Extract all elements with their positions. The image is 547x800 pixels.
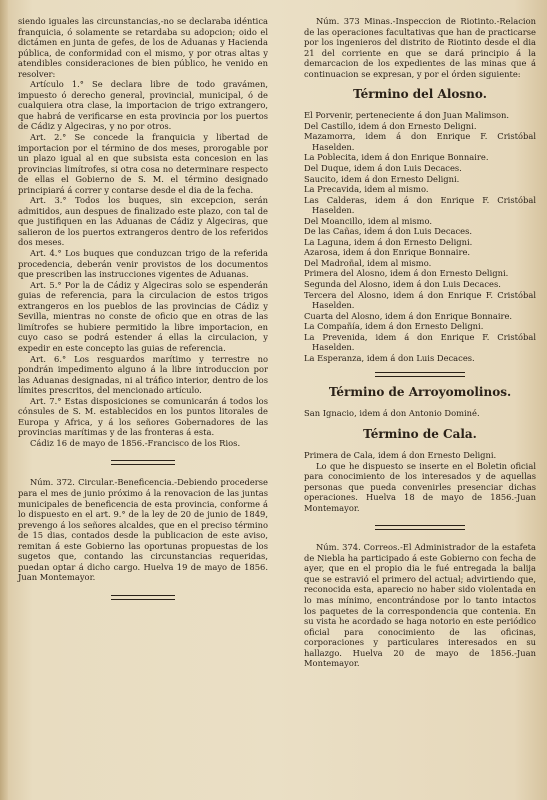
- paragraph-intro: siendo iguales las circunstancias,-no se declaraba idéntica franquicia, ó solamente se retardaba su adopcion; oido el dictámen en junta de gefes, de los de Aduanas y Hacienda pública, de conformidad con el mismo, y por otras altas y atendibles consideraciones de bien público, he venido en resolver:: [18, 16, 268, 79]
- notice-372: Núm. 372. Circular.-Beneficencia.-Debiendo procederse para el mes de junio próximo á la renovacion de las juntas municipales de beneficencia de esta provincia, conforme á lo dispuesto en el art. 9.° de la ley de 20 de junio de 1849, prevengo á los señores alcaldes, que en el preciso término de 15 dias, contados desde la publicacion de este aviso, remitan á este Gobierno las oportunas propuestas de los sugetos que, contando las circunstancias requeridas, puedan optar á dicho cargo. Huelva 19 de mayo de 1856. Juan Montemayor.: [18, 477, 268, 583]
- notice-374: Núm. 374. Correos.-El Administrador de la estafeta de Niebla ha participado á este Gobierno con fecha de ayer, que en el propio dia le fué entregada la balija que se estravió el primero del actual; advirtiendo que, reconocida esta, aparecio no haber sido violentada en lo mas mínimo, encontrándose por lo tanto intactos los paquetes de la correspondencia que contenia. En su vista he acordado se haga notorio en este periódico oficial para conocimiento de las oficinas, corporaciones y particulares interesados en su hallazgo. Huelva 20 de mayo de 1856.-Juan Montemayor.: [304, 542, 536, 669]
- signature-cadiz: Cádiz 16 de mayo de 1856.-Francisco de los Rios.: [30, 437, 241, 448]
- mine-entry: Tercera del Alosno, idem á don Enrique F. Cristóbal Haselden.: [304, 289, 536, 311]
- heading-arroyomolinos: Término de Arroyomolinos.: [328, 385, 512, 400]
- mine-entry: Del Duque, idem á don Luis Decaces.: [304, 163, 462, 174]
- mine-entry: De las Cañas, idem á don Luis Decaces.: [304, 226, 473, 237]
- article-4: Art. 4.° Los buques que conduzcan trigo de la referida procedencia, deberán venir provistos de los documentos que prescriben las instrucciones vigentes de Aduanas.: [18, 248, 268, 280]
- mine-entry: San Ignacio, idem á don Antonio Dominé.: [304, 408, 480, 419]
- notice-373: Núm. 373 Minas.-Inspeccion de Riotinto.-Relacion de las operaciones facultativas que han de practicarse por los ingenieros del distrito de Riotinto desde el dia 21 del corriente en que se dará principio á la demarcacion de los expedientes de las minas que á continuacion se expresan, y por el órden siguiente:: [304, 16, 536, 79]
- page-binding-edge: [0, 0, 8, 800]
- mine-entry: Del Castillo, idem á don Ernesto Deligni.: [304, 120, 477, 131]
- mine-entry: La Poblecita, idem á don Enrique Bonnaire.: [304, 152, 489, 163]
- arroyomolinos-mine-list: [304, 408, 536, 419]
- section-divider: [111, 460, 175, 465]
- mine-entry: Primera de Cala, idem á don Ernesto Deligni.: [304, 449, 497, 460]
- article-2: Art. 2.° Se concede la franquicia y libertad de importacion por el término de dos meses, prorogable por un plazo igual al en que subsista esta concesion en las provincias limítrofes, si otra cosa no determinare respecto de ellas el Gobierno de S. M. el término designado principiará á correr y contarse desde el dia de la fecha.: [18, 132, 268, 195]
- mine-entry: Del Moancillo, idem al mismo.: [304, 215, 432, 226]
- mine-entry: La Esperanza, idem á don Luis Decaces.: [304, 352, 475, 363]
- left-column: [18, 16, 268, 612]
- section-divider-end: [111, 595, 175, 600]
- cala-note: Lo que he dispuesto se inserte en el Boletin oficial para conocimiento de los interesados y de aquellas personas que pueda convenirles presenciar dichas operaciones. Huelva 18 de mayo de 1856.-Juan Montemayor.: [304, 460, 536, 513]
- mine-entry: Del Madroñal, idem al mismo.: [304, 257, 432, 268]
- heading-cala: Término de Cala.: [363, 426, 477, 441]
- mine-entry: La Precavida, idem al mismo.: [304, 184, 429, 195]
- mine-entry: Azarosa, idem á don Enrique Bonnaire.: [304, 247, 471, 258]
- alosno-mine-list: [304, 110, 536, 363]
- mine-entry: Primera del Alosno, idem á don Ernesto Deligni.: [304, 268, 509, 279]
- mine-entry: Mazamorra, idem á don Enrique F. Cristóbal Haselden.: [304, 131, 536, 152]
- article-5: Art. 5.° Por la de Cádiz y Algeciras solo se espenderán guias de referencia, para la circulacion de estos trigos extrangeros en los pueblos de las provincias de Cádiz y Sevilla, mientras no conste de oficio que en otras de las limítrofes se hubiere permitido la libre importacion, en cuyo caso se podrá estender á ellas la circulacion, y expedir en este concepto las guias de referencia.: [18, 279, 268, 353]
- article-3: Art. 3.° Todos los buques, sin excepcion, serán admitidos, aun despues de finalizado este plazo, con tal de que justifiquen en las Aduanas de Cádiz y Algeciras, que salieron de los puertos extrangeros dentro de los referidos dos meses.: [18, 195, 268, 248]
- mine-entry: La Laguna, idem á don Ernesto Deligni.: [304, 236, 473, 247]
- cala-mine-list: [304, 450, 536, 461]
- article-1: Artículo 1.° Se declara libre de todo gravámen, impuesto ó derecho general, provincial, municipal, ó de cualquiera otra clase, la importacion de trigo extrangero, que habrá de verificarse en esta provincia por los puertos de Cádiz y Algeciras, y no por otros.: [18, 79, 268, 132]
- right-column: [304, 16, 536, 669]
- mine-entry: Segunda del Alosno, idem á don Luis Decaces.: [304, 279, 501, 290]
- article-7: Art. 7.° Estas disposiciones se comunicarán á todos los cónsules de S. M. establecidos en los puntos litorales de Europa y Africa, y á los señores Gobernadores de las provincias marítimas y de las fronteras á esta.: [18, 395, 268, 438]
- section-divider: [375, 525, 465, 530]
- mine-entry: Cuarta del Alosno, idem á don Enrique Bonnaire.: [304, 310, 513, 321]
- mine-entry: La Prevenida, idem á don Enrique F. Cristóbal Haselden.: [304, 331, 536, 353]
- heading-alosno: Término del Alosno.: [353, 87, 487, 102]
- mine-entry: El Porvenir, perteneciente á don Juan Malimson.: [304, 110, 510, 121]
- section-divider: [375, 372, 465, 377]
- mine-entry: La Compañía, idem á don Ernesto Deligni.: [304, 321, 484, 332]
- mine-entry: Las Calderas, idem á don Enrique F. Cristóbal Haselden.: [304, 194, 536, 216]
- mine-entry: Saucito, idem á don Ernesto Deligni.: [304, 173, 460, 184]
- article-6: Art. 6.° Los resguardos marítimo y terrestre no pondrán impedimento alguno á la libre introduccion por las Aduanas designadas, ni al tráfico interior, dentro de los límites prescritos, del mencionado artículo.: [18, 353, 268, 396]
